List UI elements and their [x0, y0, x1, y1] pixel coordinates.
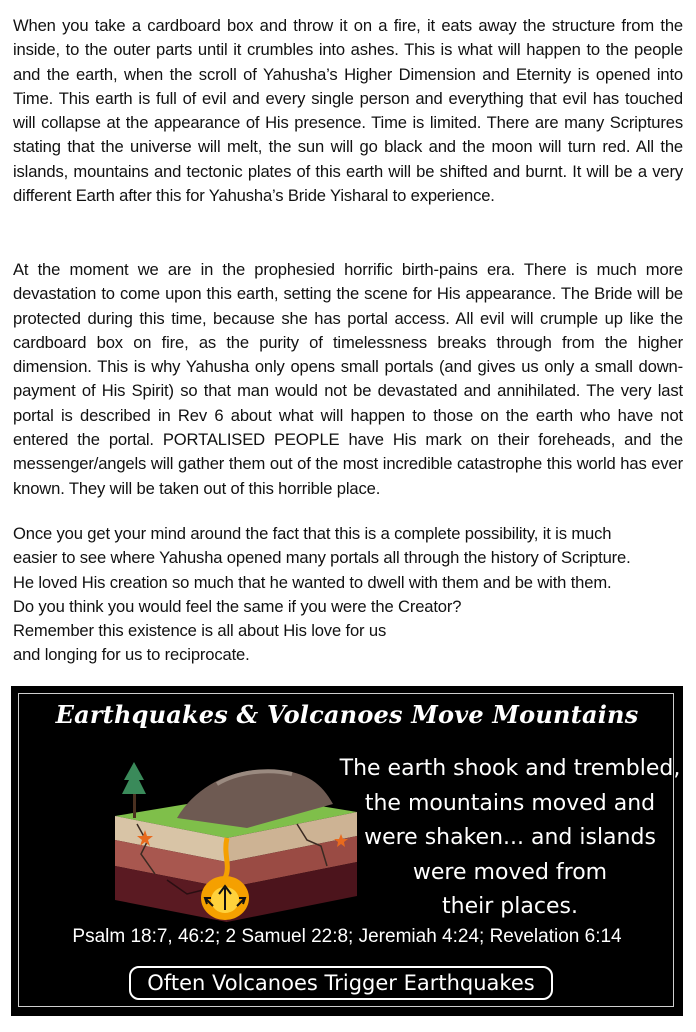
paragraph-3-line: He loved His creation so much that he wanted to dwell with them and be with them.	[13, 572, 612, 592]
earthquake-poster	[11, 686, 683, 1016]
verse-line: were moved from	[412, 859, 608, 885]
volcano-cross-section-icon	[107, 754, 371, 924]
scripture-verse	[337, 752, 683, 925]
verse-line: their places.	[442, 894, 578, 919]
paragraph-3-line: easier to see where Yahusha opened many portals all through the history of Scripture.	[13, 548, 631, 568]
verse-line: the mountains moved and	[364, 790, 656, 816]
lava-channel	[225, 838, 227, 878]
poster-title: Earthquakes & Volcanoes Move Mountains	[55, 700, 639, 729]
verse-line: were shaken... and islands	[364, 825, 656, 850]
paragraph-3-line: Do you think you would feel the same if you were the Creator?	[13, 596, 462, 616]
article-paragraph-3	[13, 522, 683, 668]
paragraph-3-line: and longing for us to reciprocate.	[13, 645, 250, 665]
poster-tagline: Often Volcanoes Trigger Earthquakes	[129, 966, 553, 1000]
paragraph-3-line: Remember this existence is all about His love for us	[13, 621, 387, 641]
scripture-references: Psalm 18:7, 46:2; 2 Samuel 22:8; Jeremiah 4:24; Revelation 6:14	[72, 926, 622, 947]
tree-trunk	[133, 794, 136, 818]
article-paragraph-1: When you take a cardboard box and throw it on a fire, it eats away the structure from the inside, to the outer parts until it crumbles into ashes. This is what will happen to the people and the earth, when the scroll of Yahusha’s Higher Dimension and Eternity is opened into Time. This earth is full of evil and every single person and everything that evil has touched will collapse at the appearance of His presence. Time is limited. There are many Scriptures stating that the universe will melt, the sun will go black and the moon will turn red. All the islands, mountains and tectonic plates of this earth will be shifted and burnt. It will be a very different Earth after this for Yahusha’s Bride Yisharal to experience.	[13, 16, 683, 206]
verse-line: The earth shook and trembled,	[339, 756, 681, 781]
article-paragraph-2: At the moment we are in the prophesied horrific birth-pains era. There is much more devastation to come upon this earth, setting the scene for His appearance. The Bride will be protected during this time, because she has portal access. All evil will crumple up like the cardboard box on fire, as the purity of timelessness breaks through from the higher dimension. This is why Yahusha only opens small portals (and gives us only a small down-payment of His Spirit) so that man would not be devastated and annihilated. The very last portal is described in Rev 6 about what will happen to those on the earth who have not entered the portal. PORTALISED PEOPLE have His mark on their foreheads, and the messenger/angels will gather them out of the most incredible catastrophe this world has ever known. They will be taken out of this horrible place.	[13, 260, 683, 498]
paragraph-3-line: Once you get your mind around the fact that this is a complete possibility, it is much	[13, 524, 612, 543]
tree-icon	[122, 762, 146, 794]
